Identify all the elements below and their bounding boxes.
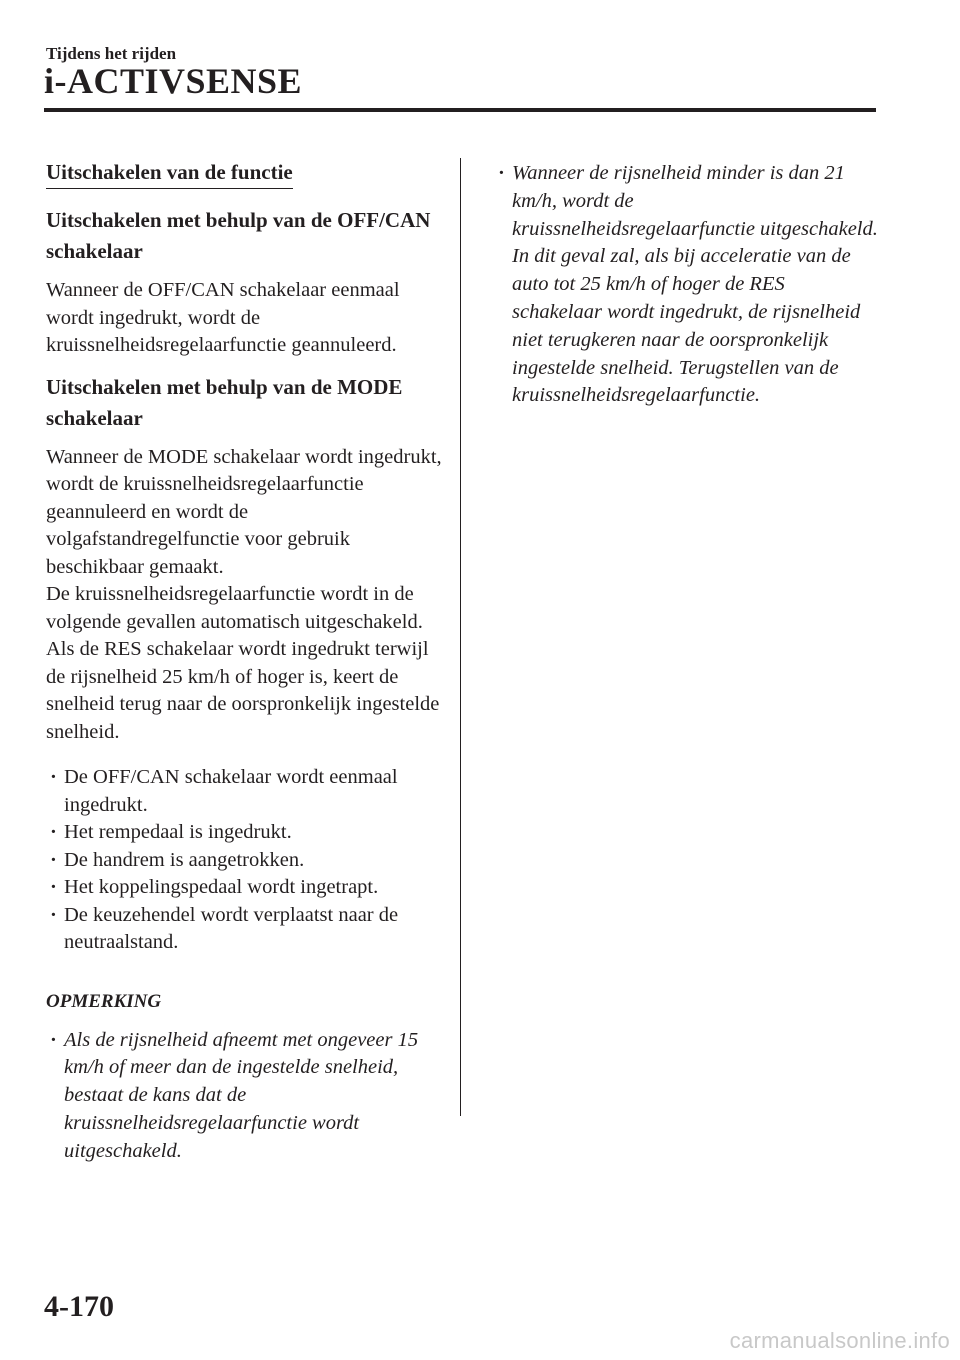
- cancel-conditions-list: [46, 764, 446, 957]
- left-column: [46, 160, 446, 1165]
- paragraph-mode: Wanneer de MODE schakelaar wordt ingedrukt, wordt de kruissnelheidsregelaarfunctie geannuleerd en wordt de volgafstandregelfunctie voor gebruik beschikbaar gemaakt.: [46, 445, 442, 578]
- list-item: · De keuzehendel wordt verplaatst naar de neutraalstand.: [46, 902, 446, 957]
- heading-mode: Uitschakelen met behulp van de MODE schakelaar: [46, 374, 403, 430]
- note-title: OPMERKING: [46, 990, 162, 1012]
- right-column: [494, 160, 878, 410]
- note-list: [46, 1027, 446, 1166]
- paragraph-off-can: Wanneer de OFF/CAN schakelaar eenmaal wordt ingedrukt, wordt de kruissnelheidsregelaarfunctie geannuleerd.: [46, 279, 400, 356]
- list-item: · De handrem is aangetrokken.: [46, 847, 446, 875]
- list-item: · De OFF/CAN schakelaar wordt eenmaal ingedrukt.: [46, 764, 446, 819]
- heading-off-can: Uitschakelen met behulp van de OFF/CAN schakelaar: [46, 208, 431, 263]
- page-number: 4-170: [44, 1290, 114, 1323]
- watermark: carmanualsonline.info: [729, 1328, 950, 1353]
- note-item: · Wanneer de rijsnelheid minder is dan 21 km/h, wordt de kruissnelheidsregelaarfunctie uitgeschakeld. In dit geval zal, als bij acceleratie van de auto tot 25 km/h of hoger de RES schakelaar wordt ingedrukt, de rijsnelheid niet terugkeren naar de oorspronkelijk ingestelde snelheid. Terugstellen van de kruissnelheidsregelaarfunctie.: [494, 160, 878, 410]
- subsection-title: Uitschakelen van de functie: [46, 160, 293, 189]
- paragraph-auto-cancel: De kruissnelheidsregelaarfunctie wordt in de volgende gevallen automatisch uitgeschakeld. Als de RES schakelaar wordt ingedrukt terwijl de rijsnelheid 25 km/h of hoger is, keert de snelheid terug naar de oorspronkelijk ingestelde snelheid.: [46, 583, 440, 743]
- list-item: · Het rempedaal is ingedrukt.: [46, 819, 446, 847]
- chapter-title: Tijdens het rijden: [46, 44, 177, 63]
- column-divider: [460, 158, 461, 1116]
- note-list-continued: [494, 160, 878, 410]
- note-item: · Als de rijsnelheid afneemt met ongeveer 15 km/h of meer dan de ingestelde snelheid, bestaat de kans dat de kruissnelheidsregelaarfunctie wordt uitgeschakeld.: [46, 1027, 446, 1166]
- list-item: · Het koppelingspedaal wordt ingetrapt.: [46, 874, 446, 902]
- header-rule: [44, 108, 876, 112]
- section-title: i-ACTIVSENSE: [44, 61, 303, 101]
